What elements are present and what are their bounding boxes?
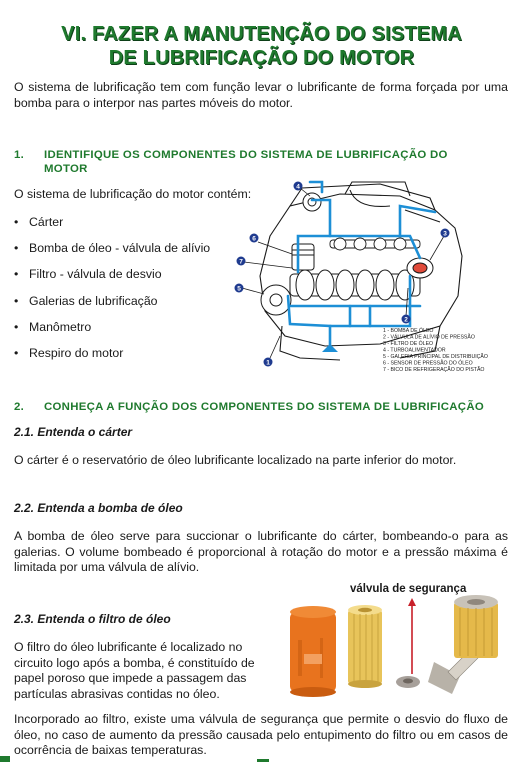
intro-paragraph: O sistema de lubrificação tem com função levar o lubrificante de forma forçada por uma bomba para o interpor nas partes móveis do motor. [14, 80, 508, 110]
bullet-marker: • [14, 346, 19, 360]
valve-label: válvula de segurança [350, 583, 467, 595]
subsection-2-2-title: 2.2. Entenda a bomba de óleo [14, 501, 183, 515]
legend-item-2: 2 - VÁLVULA DE ALÍVIO DE PRESSÃO [383, 334, 475, 341]
list-item-label: Respiro do motor [29, 346, 124, 360]
page-corner-mark [0, 756, 10, 762]
list-item [14, 346, 123, 360]
page-title [0, 22, 523, 70]
bullet-marker: • [14, 215, 19, 229]
legend-item-4: 4 - TURBOALIMENTADOR [383, 347, 446, 354]
subsection-2-3-text-2: Incorporado ao filtro, existe uma válvula de segurança que permite o desvio do fluxo de óleo, no caso de aumento da pressão causada pelo entupimento do filtro ou em casos de ocorrência de baixas temperaturas. [14, 712, 508, 757]
legend-item-3: 3 - FILTRO DE ÓLEO [383, 341, 434, 347]
section-2-title: CONHEÇA A FUNÇÃO DOS COMPONENTES DO SISTEMA DE LUBRIFICAÇÃO [44, 401, 485, 413]
marker-1 [264, 336, 281, 367]
page-title-line-2: DE LUBRIFICAÇÃO DO MOTOR [108, 47, 415, 69]
section-1-heading [14, 148, 510, 176]
bullet-marker: • [14, 241, 19, 255]
list-item-label: Manômetro [29, 320, 92, 334]
list-item [14, 215, 63, 229]
subsection-2-1-text: O cárter é o reservatório de óleo lubrificante localizado na parte inferior do motor. [14, 453, 457, 467]
svg-text:2: 2 [404, 316, 408, 324]
camshaft [330, 238, 420, 250]
oil-filter [407, 258, 433, 278]
svg-text:4: 4 [296, 183, 300, 191]
turbocharger [303, 193, 321, 211]
section-1-lead: O sistema de lubrificação do motor contém: [14, 187, 252, 201]
list-item [14, 294, 158, 308]
crankshaft [290, 270, 420, 300]
legend-item-1: 1 - BOMBA DE ÓLEO [383, 328, 434, 334]
oil-filters-illustration [284, 582, 510, 700]
marker-6 [250, 234, 293, 255]
section-2-heading [14, 400, 510, 414]
marker-3 [430, 229, 450, 261]
subsection-2-3-title: 2.3. Entenda o filtro de óleo [14, 612, 171, 626]
list-item [14, 267, 162, 281]
list-item-label: Bomba de óleo - válvula de alívio [29, 241, 211, 255]
subsection-2-1-title: 2.1. Entenda o cárter [14, 425, 133, 439]
subsection-2-3-text: O filtro do óleo lubrificante é localizado no circuito logo após a bomba, é constituído de papel poroso que impede a passagem das partículas abrasivas contidas no óleo. [14, 640, 255, 701]
svg-text:6: 6 [252, 235, 256, 243]
section-2-number: 2. [14, 401, 25, 413]
marker-5 [235, 284, 265, 295]
list-item-label: Cárter [29, 215, 64, 229]
filter-element-image [454, 595, 498, 658]
legend-item-7: 7 - BICO DE REFRIGERAÇÃO DO PISTÃO [383, 367, 485, 373]
list-item [14, 241, 210, 255]
svg-text:5: 5 [237, 285, 241, 293]
svg-text:3: 3 [443, 230, 447, 238]
section-1-title-line-1: IDENTIFIQUE OS COMPONENTES DO SISTEMA DE LUBRIFICAÇÃO DO [44, 149, 448, 161]
list-item-label: Galerias de lubrificação [29, 294, 158, 308]
list-item [14, 320, 91, 334]
legend-item-5: 5 - GALERIA PRINCIPAL DE DISTRIBUIÇÃO [383, 354, 488, 360]
cartridge-filter-image [348, 605, 382, 688]
legend-item-6: 6 - SENSOR DE PRESSÃO DO ÓLEO [383, 360, 473, 367]
diagram-legend [383, 327, 488, 373]
list-item-label: Filtro - válvula de desvio [29, 267, 162, 281]
section-1-number: 1. [14, 149, 25, 161]
engine-lubrication-diagram [230, 176, 504, 382]
bullet-marker: • [14, 267, 19, 281]
piston [292, 244, 314, 270]
front-pulley [261, 285, 291, 315]
svg-text:7: 7 [239, 258, 243, 266]
bullet-marker: • [14, 320, 19, 334]
spin-on-filter-image [290, 606, 336, 697]
section-1-title-line-2: MOTOR [44, 163, 88, 175]
svg-text:1: 1 [266, 359, 270, 367]
bullet-marker: • [14, 294, 19, 308]
subsection-2-2-text: A bomba de óleo serve para succionar o lubrificante do cárter, bombeando-o para as galerias. O volume bombeado é proporcional à rotação do motor e a pressão máxima é limitada por uma válvula de alívio. [14, 529, 508, 574]
page-title-line-1: VI. FAZER A MANUTENÇÃO DO SISTEMA [61, 23, 462, 45]
